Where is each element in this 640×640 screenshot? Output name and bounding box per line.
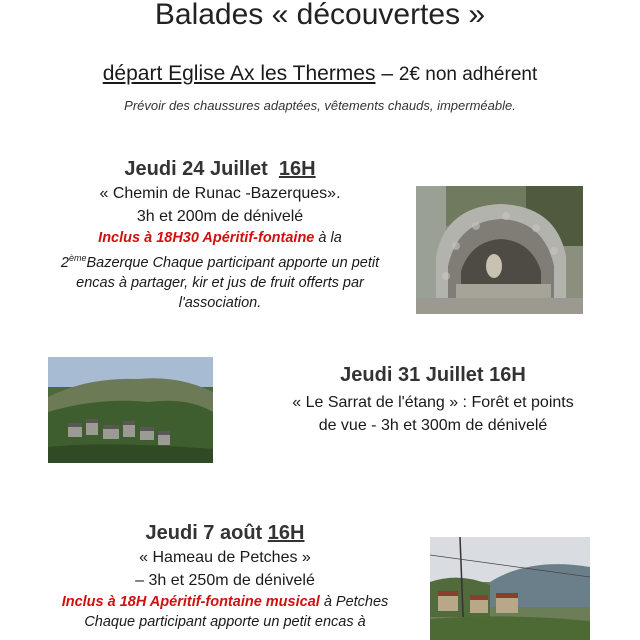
event-1-details: 3h et 200m de dénivelé [136, 208, 304, 225]
departure-location: départ Eglise Ax les Thermes [102, 62, 376, 85]
event-2 [246, 362, 620, 437]
price: 2€ non adhérent [398, 64, 538, 85]
village-photo [48, 357, 213, 463]
hamlet-photo [430, 537, 590, 640]
separator-dash: – [375, 62, 399, 85]
event-1-time: 16H [278, 158, 316, 180]
event-1-date: Jeudi 24 Juillet [124, 158, 268, 180]
page-title: Balades « découvertes » [154, 0, 486, 31]
event-3-date: Jeudi 7 août [145, 522, 263, 544]
event-1-included: Inclus à 18H30 Apéritif-fontaine [98, 230, 315, 246]
event-1-included-place: à la [314, 230, 342, 246]
departure-line [0, 62, 640, 86]
event-1-included-line [40, 228, 400, 248]
event-3-info-1: Chaque participant apporte un petit encas à [84, 614, 366, 630]
event-3-included-line [30, 592, 420, 612]
event-3-included: Inclus à 18H Apéritif-fontaine musical [61, 594, 320, 610]
event-3-time: 16H [267, 522, 305, 544]
event-1-date-line [40, 156, 400, 182]
event-3 [30, 520, 420, 632]
event-1-info-sup: ème [68, 253, 87, 263]
event-1-info-text: Bazerque Chaque participant apporte un petit [86, 254, 380, 271]
event-2-details: de vue - 3h et 300m de dénivelé [318, 417, 548, 434]
event-1-info-line [40, 248, 400, 273]
event-3-date-line [30, 520, 420, 546]
event-2-date: Jeudi 31 Juillet 16H [340, 364, 526, 386]
event-1 [40, 156, 400, 313]
equipment-note: Prévoir des chaussures adaptées, vêtements chauds, imperméable. [124, 98, 516, 113]
event-1-info-num: 2 [60, 254, 69, 271]
event-3-included-place: à Petches [319, 594, 389, 610]
fountain-photo [416, 186, 583, 314]
event-1-info-4: l'association. [178, 294, 262, 311]
event-1-info-3: encas à partager, kir et jus de fruit offerts par [76, 274, 364, 291]
event-1-route: « Chemin de Runac -Bazerques». [99, 185, 341, 202]
event-3-route: « Hameau de Petches » [139, 549, 311, 566]
event-3-details: – 3h et 250m de dénivelé [135, 572, 315, 589]
event-2-route: « Le Sarrat de l'étang » : Forêt et points [292, 394, 574, 411]
